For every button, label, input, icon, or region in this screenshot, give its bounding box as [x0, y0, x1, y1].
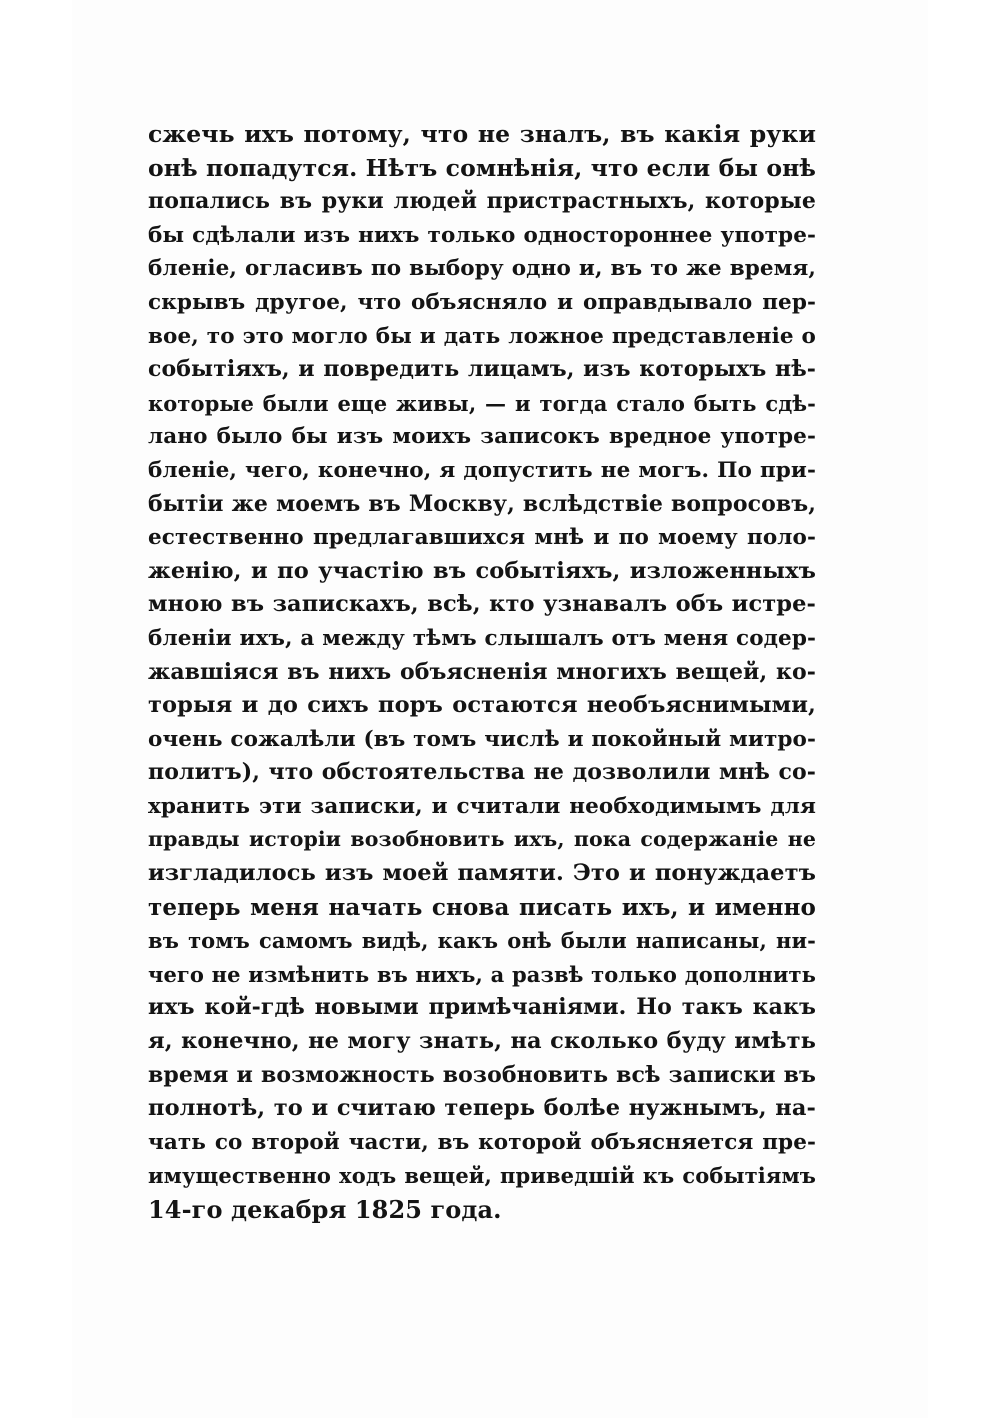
left-margin	[0, 0, 72, 1418]
text-line: политъ), что обстоятельства не дозволили мнѣ со-	[148, 759, 816, 786]
text-line: имущественно ходъ вещей, приведшій къ событіямъ	[148, 1163, 816, 1189]
text-line: вое, то это могло бы и дать ложное представленіе о	[148, 323, 816, 349]
body-text	[148, 118, 816, 1227]
text-line: мною въ запискахъ, всѣ, кто узнавалъ объ истре-	[148, 591, 816, 618]
text-line: бы сдѣлали изъ нихъ только одностороннее употре-	[148, 222, 816, 248]
text-line: бленіи ихъ, а между тѣмъ слышалъ отъ меня содер-	[148, 625, 816, 651]
text-line: бытіи же моемъ въ Москву, вслѣдствіе вопросовъ,	[148, 490, 816, 517]
text-line: я, конечно, не могу знать, на сколько буду имѣть	[148, 1028, 816, 1055]
text-line: бленіе, огласивъ по выбору одно и, въ то же время,	[148, 256, 816, 282]
text-line: время и возможность возобновить всѣ записки въ	[148, 1061, 816, 1088]
text-line: въ томъ самомъ видѣ, какъ онѣ были написаны, ни-	[148, 928, 816, 954]
text-line: ихъ кой-гдѣ новыми примѣчаніями. Но такъ какъ	[148, 994, 816, 1021]
text-line: бленіе, чего, конечно, я допустить не могъ. По при-	[148, 457, 816, 483]
text-line: естественно предлагавшихся мнѣ и по моему поло-	[148, 525, 816, 551]
text-line: хранить эти записки, и считали необходимымъ для	[148, 793, 816, 819]
text-line: торыя и до сихъ поръ остаются необъяснимыми,	[148, 692, 816, 719]
text-line: правды исторіи возобновить ихъ, пока содержаніе не	[148, 827, 816, 852]
text-line: которые были еще живы, — и тогда стало быть сдѣ-	[148, 390, 816, 416]
text-line: очень сожалѣли (въ томъ числѣ и покойный митро-	[148, 726, 816, 752]
text-line: чать со второй части, въ которой объясняется пре-	[148, 1129, 816, 1155]
text-line: изгладилось изъ моей памяти. Это и понуждаетъ	[148, 860, 816, 887]
text-line-last: 14-го декабря 1825 года.	[148, 1195, 502, 1224]
text-line: полнотѣ, то и считаю теперь болѣе нужнымъ, на-	[148, 1095, 816, 1122]
text-line: жавшіяся въ нихъ объясненія многихъ вещей, ко-	[148, 658, 816, 685]
text-line: сжечь ихъ потому, что не зналъ, въ какія руки	[148, 120, 816, 148]
text-line: скрывъ другое, что объясняло и оправдывало пер-	[148, 289, 816, 315]
text-line: лано было бы изъ моихъ записокъ вредное употре-	[148, 424, 816, 450]
text-line: попались въ руки людей пристрастныхъ, которые	[148, 188, 816, 215]
text-line: чего не измѣнить въ нихъ, а развѣ только дополнить	[148, 961, 816, 987]
text-line: событіяхъ, и повредить лицамъ, изъ которыхъ нѣ-	[148, 356, 816, 383]
text-line: онѣ попадутся. Нѣтъ сомнѣнія, что если бы онѣ	[148, 153, 817, 182]
text-line: теперь меня начать снова писать ихъ, и именно	[148, 893, 816, 921]
text-line: женію, и по участію въ событіяхъ, изложенныхъ	[148, 557, 816, 584]
right-margin	[928, 0, 1000, 1418]
